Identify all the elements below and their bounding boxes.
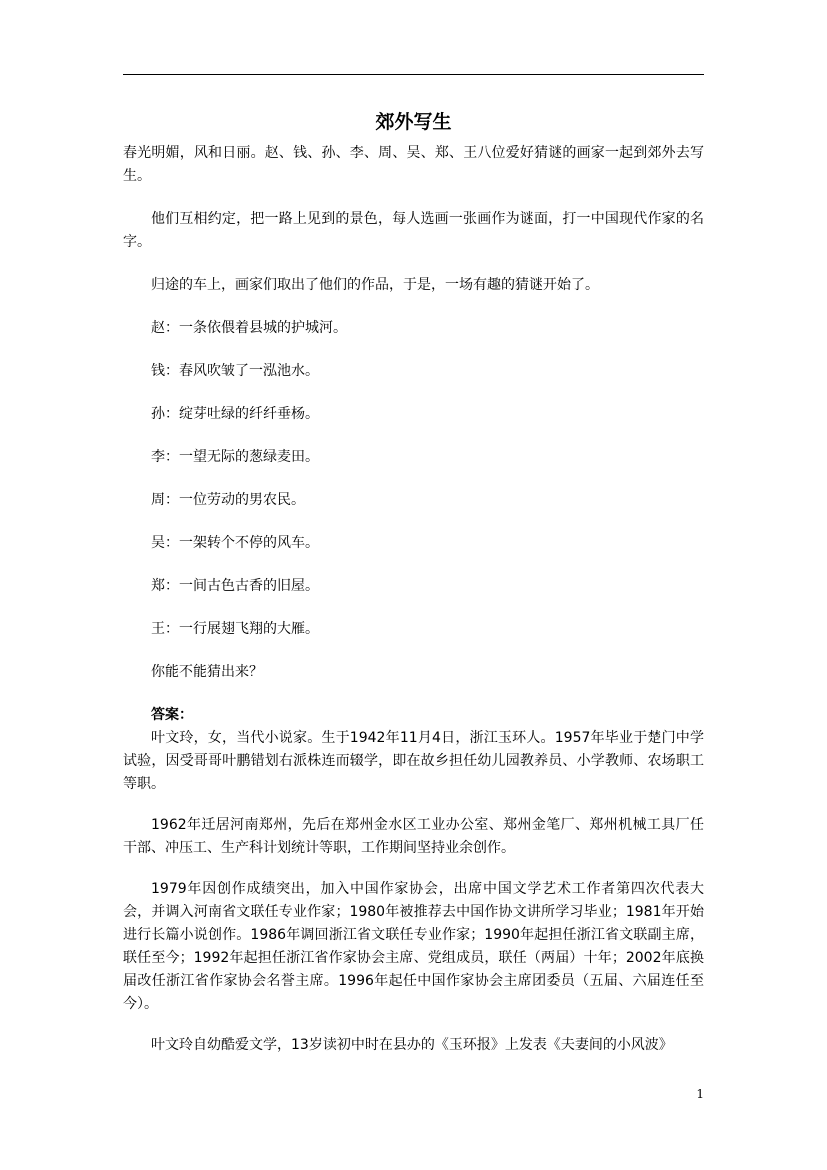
answer-paragraph-3: 1979年因创作成绩突出，加入中国作家协会，出席中国文学艺术工作者第四次代表大会，并调入河南省文联任专业作家；1980年被推荐去中国作协文讲所学习毕业；1981年开始进行长篇小说创作。1986年调回浙江省文联任专业作家；1990年起担任浙江省文联副主席，联任至今；1992年起担任浙江省作家协会主席、党组成员，联任（两届）十年；2002年底换届改任浙江省作家协会名誉主席。1996年起任中国作家协会主席团委员（五届、六届连任至今）。: [123, 881, 704, 1012]
intro-paragraph-3: 归途的车上，画家们取出了他们的作品，于是，一场有趣的猜谜开始了。: [151, 277, 599, 293]
riddle-zheng: 郑：一间古色古香的旧屋。: [151, 578, 319, 594]
riddle-zhou: 周：一位劳动的男农民。: [151, 492, 305, 508]
page-number: 1: [696, 1087, 704, 1101]
riddle-qian: 钱：春风吹皱了一泓池水。: [151, 363, 319, 379]
answer-paragraph-4: 叶文玲自幼酷爱文学，13岁读初中时在县办的《玉环报》上发表《夫妻间的小风波》: [151, 1037, 673, 1053]
riddle-sun: 孙：绽芽吐绿的纤纤垂杨。: [151, 406, 319, 422]
riddle-li: 李：一望无际的葱绿麦田。: [151, 449, 319, 465]
answer-label: 答案：: [151, 707, 193, 723]
answer-paragraph-1: 叶文玲，女，当代小说家。生于1942年11月4日，浙江玉环人。1957年毕业于楚门中学试验，因受哥哥叶鹏错划右派株连而辍学，即在故乡担任幼儿园教养员、小学教师、农场职工等职。: [123, 730, 704, 792]
answer-paragraph-2: 1962年迁居河南郑州，先后在郑州金水区工业办公室、郑州金笔厂、郑州机械工具厂任干部、冲压工、生产科计划统计等职，工作期间坚持业余创作。: [123, 817, 704, 856]
document-page: [123, 108, 704, 1057]
riddle-wang: 王：一行展翅飞翔的大雁。: [151, 621, 319, 637]
header-rule: [123, 74, 704, 75]
intro-paragraph-2: 他们互相约定，把一路上见到的景色，每人选画一张画作为谜面，打一中国现代作家的名字。: [123, 211, 704, 250]
riddle-zhao: 赵：一条依偎着县城的护城河。: [151, 320, 347, 336]
intro-paragraph-1: 春光明媚，风和日丽。赵、钱、孙、李、周、吴、郑、王八位爱好猜谜的画家一起到郊外去写生。: [123, 145, 704, 184]
riddle-wu: 吴：一架转个不停的风车。: [151, 535, 319, 551]
question-text: 你能不能猜出来？: [151, 664, 263, 680]
document-title: 郊外写生: [375, 111, 452, 133]
